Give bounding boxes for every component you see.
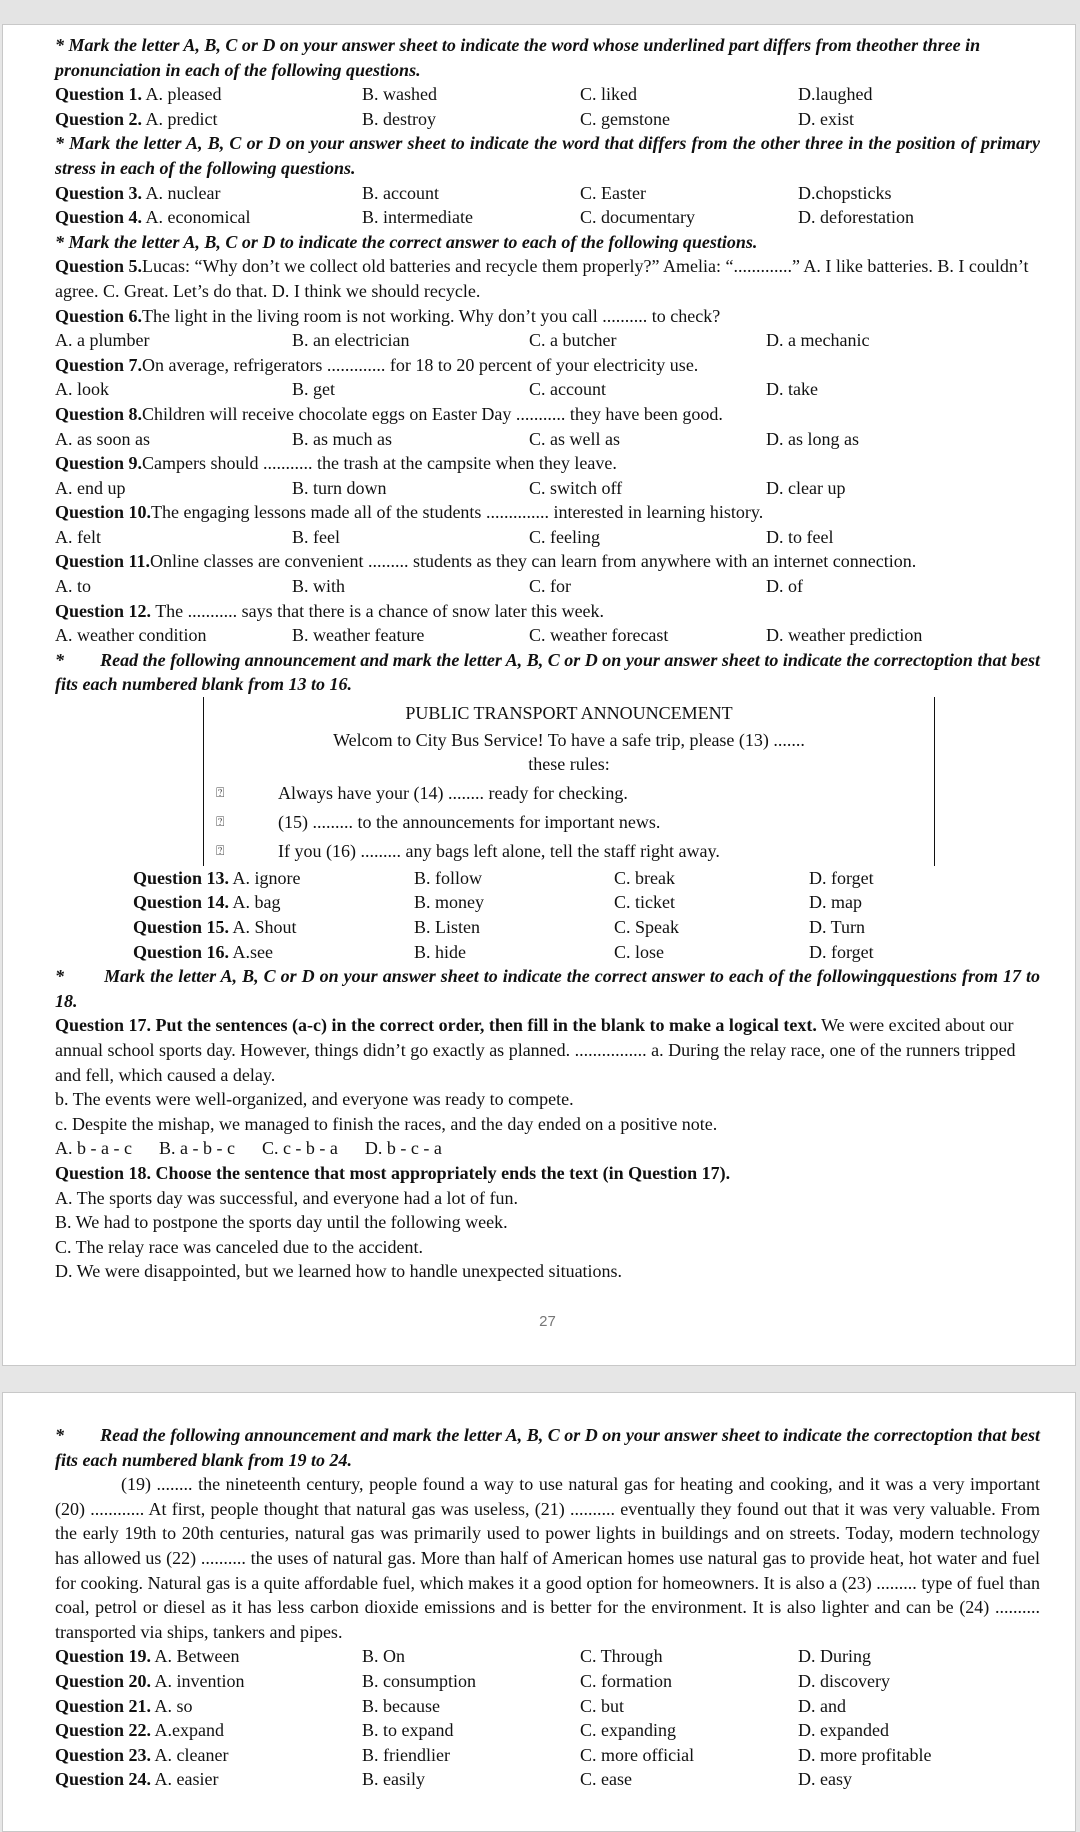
- option-c: C. expanding: [580, 1720, 676, 1741]
- question-text: Online classes are convenient ......... students as they can learn from anywhere with an internet connection.: [150, 551, 917, 572]
- option-c: C. gemstone: [580, 108, 670, 129]
- option-c: C. more official: [580, 1744, 695, 1765]
- question-number: Question 22.: [55, 1720, 152, 1741]
- option-d: D. a mechanic: [766, 330, 870, 351]
- question-number: Question 12.: [55, 600, 152, 621]
- question-17: [55, 1013, 1040, 1087]
- document-page-27: [2, 24, 1076, 1366]
- instruction-pronunciation: * Mark the letter A, B, C or D on your answer sheet to indicate the word whose underlined part differs from theother three in pronunciation in each of the following questions.: [55, 35, 981, 80]
- option-d: D. expanded: [798, 1720, 889, 1741]
- option-b: B. friendlier: [362, 1744, 450, 1765]
- question-14: [133, 890, 1040, 915]
- option-c: C. break: [614, 867, 675, 888]
- question-22: [55, 1718, 1040, 1743]
- option-c: C. account: [529, 379, 606, 400]
- question-number: Question 14.: [133, 892, 230, 913]
- question-1: [55, 82, 1040, 107]
- option-d: D. During: [798, 1646, 871, 1667]
- option-b: B. hide: [414, 941, 466, 962]
- option-b: B. account: [362, 182, 439, 203]
- option-d: D. and: [798, 1695, 846, 1716]
- option-b: B. get: [292, 379, 335, 400]
- option-b: B. weather feature: [292, 625, 425, 646]
- question-number: Question 11.: [55, 551, 151, 572]
- announcement-title: PUBLIC TRANSPORT ANNOUNCEMENT: [405, 703, 733, 724]
- option-a: A. pleased: [145, 84, 222, 105]
- option-b: B. Listen: [414, 917, 480, 937]
- q18-option-a: A. The sports day was successful, and everyone had a lot of fun.: [55, 1187, 519, 1208]
- question-18: Question 18. Choose the sentence that most appropriately ends the text (in Question 17).: [55, 1162, 731, 1183]
- option-d: D. clear up: [766, 477, 846, 498]
- option-a: A.expand: [154, 1720, 225, 1741]
- question-number: Question 19.: [55, 1646, 152, 1667]
- instruction-correct-answer: * Mark the letter A, B, C or D to indicate the correct answer to each of the following questions.: [55, 231, 758, 252]
- question-text: Campers should ........... the trash at the campsite when they leave.: [142, 453, 617, 474]
- question-7-stem: [55, 353, 1040, 378]
- question-number: Question 2.: [55, 108, 143, 129]
- option-a: A. to: [55, 576, 91, 597]
- question-7-options: [55, 377, 1040, 402]
- option-d: D. Turn: [809, 917, 866, 937]
- question-21: [55, 1694, 1040, 1719]
- question-4: [55, 205, 1040, 230]
- option-a: A. a plumber: [55, 330, 150, 351]
- announcement-box: [203, 697, 935, 866]
- option-d: D. map: [809, 892, 862, 913]
- option-a: A. bag: [232, 892, 281, 913]
- option-d: D.chopsticks: [798, 182, 892, 203]
- question-10-options: [55, 525, 1040, 550]
- option-a: A. so: [154, 1695, 193, 1716]
- question-number: Question 20.: [55, 1670, 152, 1691]
- option-c: C. Easter: [580, 182, 646, 203]
- instruction-announcement: * Read the following announcement and mark the letter A, B, C or D on your answer sheet to indicate the correctoption that best fits each numbered blank from 13 to 16.: [55, 649, 1045, 695]
- question-number: Question 23.: [55, 1744, 152, 1765]
- bullet-glyph-icon: ⍰: [216, 785, 225, 802]
- option-a: A. predict: [145, 108, 218, 129]
- option-c: C. switch off: [529, 477, 623, 498]
- option-c: C. feeling: [529, 526, 600, 547]
- option-d: D. as long as: [766, 428, 859, 449]
- option-c: C. a butcher: [529, 330, 617, 351]
- instruction-17-18: * Mark the letter A, B, C or D on your answer sheet to indicate the correct answer to each of the followingquestions from 17 to 18.: [55, 966, 1045, 1011]
- option-a: A.see: [232, 941, 274, 962]
- page-content: [55, 1423, 1045, 1792]
- question-13: [133, 866, 1040, 891]
- announcement-bullet-2: ⍰ (15) ......... to the announcements for important news.: [204, 808, 934, 837]
- question-number: Question 4.: [55, 207, 143, 228]
- option-a: A. Between: [154, 1646, 240, 1667]
- option-b: B. consumption: [362, 1670, 477, 1691]
- announcement-bullet-1: ⍰ Always have your (14) ........ ready for checking.: [204, 779, 934, 808]
- option-b: B. because: [362, 1695, 440, 1716]
- option-a: A. easier: [154, 1769, 219, 1790]
- question-16: [133, 940, 1040, 965]
- question-text: Lucas: “Why don’t we collect old batteries and recycle them properly?” Amelia: “.............” A. I like batteries. B. I couldn’t agree. C. Great. Let’s do that. D. I think we should recycle.: [55, 256, 1029, 301]
- option-d: D. take: [766, 379, 818, 400]
- reading-passage: (19) ........ the nineteenth century, people found a way to use natural gas for heating and cooking, and it was a very important (20) ............ At first, people thought that natural gas was useless, (21) .......... eventually they found out that it was very valuable. From the early 19th to 20th centuries, natural gas was primarily used to power lights in buildings and on streets. Today, modern technology has allowed us (22) .......... the uses of natural gas. More than half of American homes use natural gas to provide heat, hot water and fuel for cooking. Natural gas is a quite affordable fuel, which makes it a good option for homeowners. It is also a (23) ......... type of fuel than coal, petrol or diesel as it has less carbon dioxide emissions and is better for the environment. It is also lighter and can be (24) .......... transported via ships, tankers and pipes.: [55, 1474, 1040, 1642]
- question-number: Question 6.: [55, 305, 143, 326]
- option-b: B. as much as: [292, 428, 392, 449]
- q18-option-d: D. We were disappointed, but we learned how to handle unexpected situations.: [55, 1261, 623, 1282]
- question-number: Question 24.: [55, 1769, 152, 1790]
- question-9-stem: [55, 451, 1040, 476]
- question-number: Question 21.: [55, 1695, 152, 1716]
- announcement-bullet-3: ⍰ If you (16) ......... any bags left alone, tell the staff right away.: [204, 837, 934, 866]
- question-24: [55, 1767, 1040, 1792]
- bullet-glyph-icon: ⍰: [216, 843, 225, 860]
- option-a: A. felt: [55, 526, 101, 547]
- option-c: C. ease: [580, 1769, 632, 1790]
- option-b: B. an electrician: [292, 330, 410, 351]
- q17-options: A. b - a - c B. a - b - c C. c - b - a D. b - c - a: [55, 1138, 442, 1159]
- option-a: A. invention: [154, 1670, 245, 1691]
- question-text: Children will receive chocolate eggs on Easter Day ........... they have been good.: [142, 403, 723, 424]
- option-d: D. deforestation: [798, 207, 914, 228]
- option-a: A. ignore: [232, 867, 301, 888]
- option-b: B. follow: [414, 867, 483, 888]
- option-c: C. but: [580, 1695, 625, 1716]
- option-c: C. formation: [580, 1670, 672, 1691]
- option-b: B. intermediate: [362, 207, 473, 228]
- question-11-stem: [55, 549, 1040, 574]
- question-text: The engaging lessons made all of the students .............. interested in learning history.: [151, 502, 764, 523]
- option-b: B. turn down: [292, 477, 387, 498]
- option-b: B. destroy: [362, 108, 436, 129]
- question-8-options: [55, 427, 1040, 452]
- option-d: D. weather prediction: [766, 625, 923, 646]
- question-number: Question 9.: [55, 453, 143, 474]
- question-number: Question 17. Put the sentences (a-c) in the correct order, then fill in the blank to make a logical text.: [55, 1015, 817, 1036]
- option-d: D.laughed: [798, 84, 873, 105]
- option-a: A. end up: [55, 477, 126, 498]
- question-text: We were excited about our annual school sports day. However, things didn’t go exactly as planned. ................ a. During the relay race, one of the runners tripped and fell, which caused a delay.: [55, 1015, 1016, 1085]
- question-number: Question 1.: [55, 84, 143, 105]
- option-a: A. economical: [145, 207, 251, 228]
- option-d: D. of: [766, 576, 803, 597]
- question-8-stem: [55, 402, 1040, 427]
- question-20: [55, 1669, 1040, 1694]
- instruction-19-24: * Read the following announcement and mark the letter A, B, C or D on your answer sheet to indicate the correctoption that best fits each numbered blank from 19 to 24.: [55, 1425, 1045, 1470]
- page-number: 27: [539, 1312, 556, 1330]
- question-23: [55, 1743, 1040, 1768]
- option-c: C. liked: [580, 84, 637, 105]
- question-12-options: [55, 623, 1040, 648]
- option-c: C. lose: [614, 941, 665, 962]
- option-a: A. as soon as: [55, 428, 150, 449]
- option-a: A. nuclear: [145, 182, 221, 203]
- question-6-stem: [55, 304, 1040, 329]
- option-d: D. more profitable: [798, 1744, 932, 1765]
- q18-option-c: C. The relay race was canceled due to the accident.: [55, 1236, 423, 1257]
- option-a: A. weather condition: [55, 625, 207, 646]
- question-text: The ........... says that there is a chance of snow later this week.: [151, 600, 605, 621]
- question-6-options: [55, 328, 1040, 353]
- q17-sentence-c: c. Despite the mishap, we managed to finish the races, and the day ended on a positive note.: [55, 1113, 718, 1134]
- option-c: C. as well as: [529, 428, 620, 449]
- question-15: [133, 915, 1040, 940]
- question-5: [55, 254, 1040, 303]
- q18-option-b: B. We had to postpone the sports day until the following week.: [55, 1212, 508, 1233]
- announcement-intro: Welcom to City Bus Service! To have a safe trip, please (13) ....... these rules:: [333, 729, 805, 775]
- option-d: D. exist: [798, 108, 854, 129]
- option-b: B. to expand: [362, 1720, 454, 1741]
- option-d: D. to feel: [766, 526, 834, 547]
- option-c: C. documentary: [580, 207, 695, 228]
- question-number: Question 8.: [55, 403, 143, 424]
- option-a: A. look: [55, 379, 109, 400]
- option-b: B. with: [292, 576, 346, 597]
- option-a: A. cleaner: [154, 1744, 229, 1765]
- question-11-options: [55, 574, 1040, 599]
- option-b: B. feel: [292, 526, 340, 547]
- option-d: D. discovery: [798, 1670, 890, 1691]
- option-c: C. Speak: [614, 917, 679, 937]
- question-3: [55, 181, 1040, 206]
- page-content: [55, 33, 1045, 1335]
- question-number: Question 5.: [55, 256, 143, 277]
- document-page-28: [2, 1392, 1076, 1832]
- option-b: B. washed: [362, 84, 437, 105]
- option-d: D. easy: [798, 1769, 852, 1790]
- option-b: B. easily: [362, 1769, 425, 1790]
- option-c: C. Through: [580, 1646, 663, 1667]
- question-9-options: [55, 476, 1040, 501]
- question-number: Question 16.: [133, 941, 230, 962]
- question-number: Question 15.: [133, 917, 230, 937]
- question-number: Question 3.: [55, 182, 143, 203]
- option-b: B. On: [362, 1646, 406, 1667]
- option-c: C. weather forecast: [529, 625, 669, 646]
- question-12-stem: [55, 599, 1040, 624]
- question-number: Question 10.: [55, 502, 152, 523]
- viewer-top-bar: [0, 0, 1080, 24]
- instruction-stress: * Mark the letter A, B, C or D on your answer sheet to indicate the word that differs from the other three in the position of primary stress in each of the following questions.: [55, 133, 1040, 178]
- option-c: C. for: [529, 576, 571, 597]
- option-b: B. money: [414, 892, 484, 913]
- question-text: On average, refrigerators ............. for 18 to 20 percent of your electricity use.: [142, 354, 699, 375]
- question-number: Question 13.: [133, 867, 230, 888]
- q17-sentence-b: b. The events were well-organized, and everyone was ready to compete.: [55, 1089, 574, 1110]
- option-a: A. Shout: [232, 917, 297, 937]
- question-10-stem: [55, 500, 1040, 525]
- question-number: Question 7.: [55, 354, 143, 375]
- question-19: [55, 1644, 1040, 1669]
- option-c: C. ticket: [614, 892, 675, 913]
- question-text: The light in the living room is not working. Why don’t you call .......... to check?: [142, 305, 721, 326]
- option-d: D. forget: [809, 867, 874, 888]
- question-2: [55, 107, 1040, 132]
- option-d: D. forget: [809, 941, 874, 962]
- bullet-glyph-icon: ⍰: [216, 814, 225, 831]
